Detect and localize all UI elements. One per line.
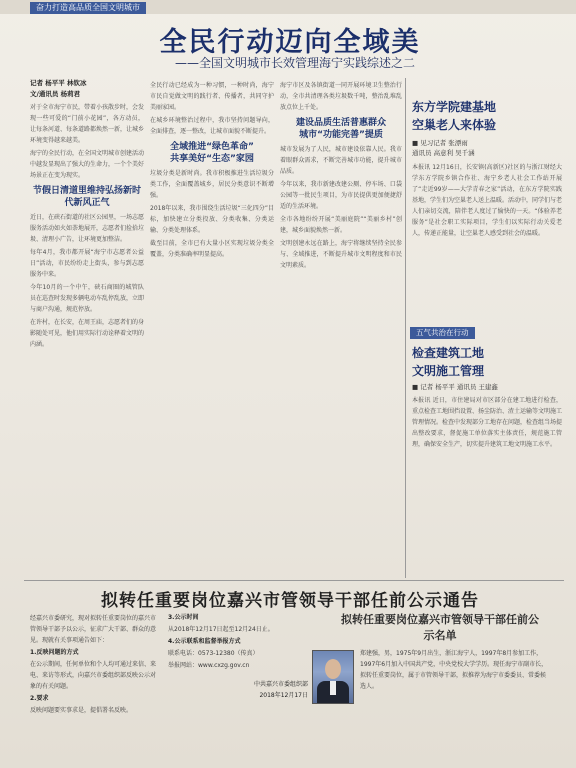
column-divider: [405, 78, 406, 578]
article-column-1: [30, 78, 144, 578]
page-subtitle: ——全国文明城市长效管理海宁实践综述之二: [174, 56, 415, 70]
notice-item: 反映问题要实事求是，提倡署名反映。: [30, 707, 133, 714]
paragraph: 海宁的全民行动，在全国文明城市创建活动中越发显现出了强大的生命力，一个个美好场景正在变为现实。: [30, 150, 144, 179]
section-tag: 奋力打造高品质全国文明城市: [30, 2, 146, 14]
notice-item-label: 1.反映问题的方式: [30, 649, 79, 656]
paragraph: 截至目前，全市已有大量小区实现垃圾分类全覆盖，分类准确率明显提高。: [150, 240, 274, 258]
notice-item: 从2018年12月17日起至12月24日止。: [168, 626, 274, 633]
notice-item-label: 3.公示时间: [168, 614, 199, 621]
byline-1: 记者 杨平平 林钦冰: [30, 79, 87, 87]
side-article-title: 东方学院建基地 空巢老人来体验: [412, 100, 497, 132]
article-subhead: 全域推进“绿色革命” 共享美好“生态”家园: [170, 142, 254, 164]
paragraph: 海宁市区及各镇街道一同开展环境卫生整治行动，全市共清理各类垃圾数千吨，整治乱堆乱放点位上千处。: [280, 82, 402, 111]
notice-list-title: 拟转任重要岗位嘉兴市管领导干部任前公示名单: [341, 613, 539, 642]
notice-item: 在公示期间，任何单位和个人均可通过来信、来电、来访等形式，向嘉兴市委组织部反映公示对象的有关问题。: [30, 661, 157, 690]
paragraph: 在城乡环境整治过程中，我市坚持问题导向，全面排查，逐一整改，让城市面貌不断提升。: [150, 117, 274, 135]
side-article-body: 本报讯 12月16日，长安镇(高新区)社区的与浙江财经大学东方学院乡镇合作社、海宁乡老人社会工作站开展了“走近99岁——大学青春之家”活动，在东方学院实践基地，学生们为空巢老人送上温暖。活动中，同学们与老人们亲切交流，陪伴老人度过了愉快的一天。“体验养老服务”是社会职工实际项目，学生们以实际行动关爱老人，传递正能量，让空巢老人感受到社会的温暖。: [412, 164, 562, 237]
paragraph: 全民行动已经成为一种习惯，一种时尚，海宁市民自觉做文明的践行者、传播者，共同守护美丽家园。: [150, 82, 274, 111]
section-divider: [24, 580, 564, 581]
notice-intro: 经嘉兴市委研究，现对拟转任重要岗位的嘉兴市管领导干部予以公示，征求广大干部、群众的意见。现就有关事项通告如下：: [30, 615, 157, 644]
page-title: 全民行动迈向全域美: [159, 27, 421, 58]
side-article-byline: ■ 见习记者 张漂雨 通讯员 高意利 吴千涵: [412, 139, 475, 157]
paragraph: 2018年以来，我市围绕生活垃圾“三化四分”目标，加快建立分类投放、分类收集、分类运输、分类处理体系。: [150, 205, 274, 234]
paragraph: 在许村，在长安，在周王庙，志愿者们的身影随处可见，他们用实际行动诠释着文明的内涵。: [30, 319, 144, 348]
paragraph: 近日，在硖石街道的社区公园里，一场志愿服务活动如火如荼地展开，志愿者们捡拾垃圾、清理小广告，让环境更加整洁。: [30, 214, 144, 243]
notice-item: 举报网站：www.cxzg.gov.cn: [168, 662, 250, 669]
byline-2: 文/通讯员 杨莉君: [30, 90, 81, 98]
notice-item-label: 2.要求: [30, 695, 49, 702]
side-article-2-title: 检查建筑工地 文明施工管理: [412, 346, 485, 378]
photo-face: [325, 659, 341, 679]
notice-signature-org: 中共嘉兴市委组织部: [253, 681, 308, 688]
paragraph: 今年以来，我市新建改建公厕、停车场、口袋公园等一批民生项目，为市民提供更加便捷舒适的生活环境。: [280, 181, 402, 210]
notice-column-1: [30, 612, 158, 762]
paragraph: 城市发展为了人民，城市建设依靠人民。我市着眼群众需求，不断完善城市功能，提升城市品质。: [280, 146, 402, 175]
notice-column-2: [168, 612, 308, 762]
article-subhead: 节假日清道里维持弘扬新时代新风正气: [32, 186, 141, 208]
notice-title: 拟转任重要岗位嘉兴市管领导干部任前公示通告: [101, 591, 479, 611]
photo-shirt: [330, 681, 336, 695]
paragraph: 文明创建永远在路上，海宁将继续坚持全民参与、全域推进，不断提升城市文明程度和市民文明素质。: [280, 240, 402, 269]
paragraph: 对于全市海宁市民，带着小孩散步时，会发现一些可爱的“门前小花园”，各方动员，让每条河道、每条道路都焕然一新，让城乡环境变得越来越美。: [30, 104, 144, 144]
candidate-photo: [312, 650, 354, 704]
paragraph: 全市各地纷纷开展“美丽庭院”“美丽乡村”创建，城乡面貌焕然一新。: [280, 216, 402, 234]
notice-signature-date: 2018年12月17日: [259, 692, 308, 699]
side-article-2-byline: ■ 记者 杨平平 通讯员 王建鑫: [412, 383, 498, 391]
article-subhead: 建设品质生活普惠群众 城市“功能完善”提质: [295, 118, 386, 140]
notice-item: 联系电话：0573-12380（传真）: [168, 650, 259, 657]
side-article-2-body: 本报讯 近日，市住建局对市区部分在建工地进行检查，重点检查工地围挡设置、扬尘防治、渣土运输等文明施工管理情况。检查中发现部分工地存在问题，检查组当场提出整改要求，督促施工单位落实主体责任，规范施工管理，确保安全生产，切实提升建筑工地文明施工水平。: [412, 397, 562, 448]
section-tag-2: 五气共治在行动: [410, 327, 475, 339]
paragraph: 垃圾分类是新时尚。我市积极推进生活垃圾分类工作，全面覆盖城乡，居民分类意识不断增强。: [150, 170, 274, 199]
paragraph: 今年10月的一个中午，硖石商圈的城管队员在巡查时发现多辆电动车乱停乱放，立即与商户沟通，规范停放。: [30, 284, 144, 313]
notice-item-label: 4.公示联系和监督举报方式: [168, 638, 241, 645]
candidate-info: 郑建强，男，1975年9月出生，浙江海宁人，1997年8月参加工作，1997年6月加入中国共产党，中央党校大学学历。现任海宁市副市长，拟转任重要岗位，属于市管领导干部，拟推荐为海宁市委委员、常委候选人。: [360, 650, 548, 690]
article-column-3: [280, 78, 402, 578]
paragraph: 每年4月，我市都开展“海宁市志愿者公益日”活动，市民纷纷走上街头，参与到志愿服务中来。: [30, 249, 144, 278]
article-column-2: [150, 78, 274, 578]
